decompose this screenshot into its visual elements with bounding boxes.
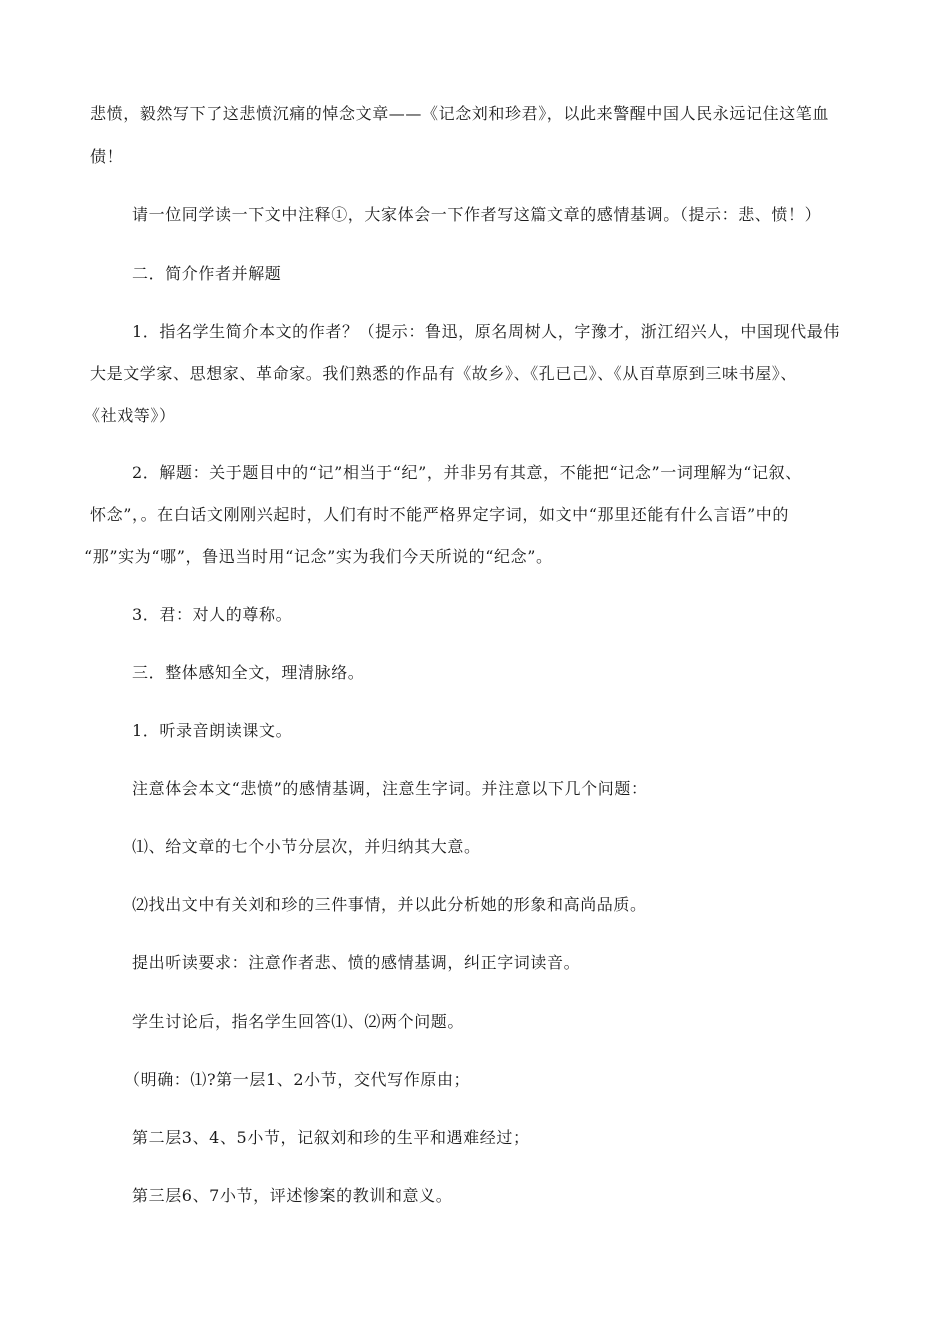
text-line: 1．指名学生简介本文的作者？（提示：鲁迅，原名周树人，字豫才，浙江绍兴人，中国现代最伟 bbox=[132, 322, 840, 341]
text-line: 3．君：对人的尊称。 bbox=[132, 605, 293, 624]
text-line: 注意体会本文“悲愤”的感情基调，注意生字词。并注意以下几个问题： bbox=[132, 779, 648, 798]
text-line: 第二层3、4、5小节，记叙刘和珍的生平和遇难经过； bbox=[132, 1128, 530, 1147]
text-line: 债！ bbox=[90, 147, 124, 166]
section-heading: 二．简介作者并解题 bbox=[132, 264, 282, 283]
text-line: 《社戏等》） bbox=[84, 406, 176, 425]
text-line: “那”实为“哪”，鲁迅当时用“记念”实为我们今天所说的“纪念”。 bbox=[84, 547, 553, 566]
text-line: 悲愤，毅然写下了这悲愤沉痛的悼念文章——《记念刘和珍君》，以此来警醒中国人民永远记住这笔血 bbox=[90, 104, 830, 123]
text-line: 怀念”，。在白话文刚刚兴起时，人们有时不能严格界定字词，如文中“那里还能有什么言语”中的 bbox=[90, 505, 789, 524]
text-line: 学生讨论后，指名学生回答⑴、⑵两个问题。 bbox=[132, 1012, 465, 1031]
text-line: 1．听录音朗读课文。 bbox=[132, 721, 293, 740]
text-line: ⑵找出文中有关刘和珍的三件事情，并以此分析她的形象和高尚品质。 bbox=[132, 895, 647, 914]
text-line: 2．解题：关于题目中的“记”相当于“纪”，并非另有其意，不能把“记念”一词理解为“记叙、 bbox=[132, 463, 802, 482]
text-line: ⑴、给文章的七个小节分层次，并归纳其大意。 bbox=[132, 837, 481, 856]
section-heading: 三．整体感知全文，理清脉络。 bbox=[132, 663, 365, 682]
text-line: 第三层6、7小节，评述惨案的教训和意义。 bbox=[132, 1186, 453, 1205]
text-line: 提出听读要求：注意作者悲、愤的感情基调，纠正字词读音。 bbox=[132, 953, 581, 972]
text-line: （明确：⑴?第一层1、2小节，交代写作原由； bbox=[124, 1070, 471, 1089]
text-line: 大是文学家、思想家、革命家。我们熟悉的作品有《故乡》、《孔已己》、《从百草原到三味书屋》、 bbox=[90, 364, 798, 383]
text-line: 请一位同学读一下文中注释①，大家体会一下作者写这篇文章的感情基调。（提示：悲、愤！） bbox=[132, 205, 822, 224]
